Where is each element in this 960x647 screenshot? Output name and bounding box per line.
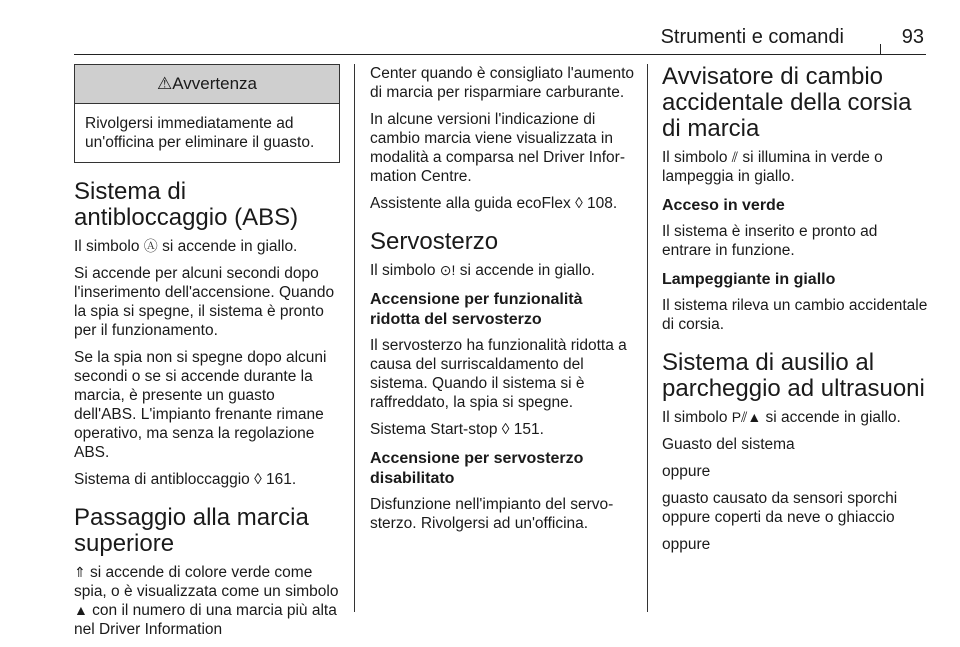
abs-symbol-paragraph: Il simbolo Ⓐ si accende in giallo. [74,238,298,255]
abs-paragraph: Se la spia non si spegne dopo alcuni secondi o se si accende durante la marcia, è presente un guasto dell'ABS. L'impianto frenante rimane operativo, ma senza la regolazione ABS. [74,349,327,461]
parking-assist-title: Sistema di ausilio al parcheggio ad ultrasuoni [662,349,925,402]
parking-symbol-paragraph: Il simbolo P⫽▲ si accende in giallo. [662,409,901,426]
reference-icon: ◊ [575,195,583,212]
steering-symbol-paragraph: Il simbolo ⊙! si accende in giallo. [370,262,595,279]
warning-header [75,65,339,104]
column-3 [662,64,928,562]
abs-reference: Sistema di antibloccaggio ◊ 161. [74,471,297,488]
lane-departure-title: Avvisatore di cambio accidentale della corsia di marcia [662,63,912,142]
green-on-subtitle: Acceso in verde [662,197,785,214]
header-title: Strumenti e comandi [660,26,844,48]
parking-paragraph: Guasto del sistema [662,436,795,453]
start-stop-reference: Sistema Start-stop ◊ 151. [370,421,544,438]
column-divider-1 [354,64,355,612]
ecoflex-reference: Assistente alla guida ecoFlex ◊ 108. [370,195,618,212]
yellow-blink-paragraph: Il sistema rileva un cambio accidentale di corsia. [662,297,928,333]
warning-title: Avvertenza [172,74,257,93]
warning-text: Rivolgersi immediatamente ad un'officina per eliminare il guasto. [85,115,315,151]
reference-icon: ◊ [501,421,510,438]
reduced-steering-subtitle: Accensione per funzionalità ridotta del servosterzo [370,291,583,328]
parking-paragraph: oppure [662,536,711,553]
gear-shift-title: Passaggio alla marcia superiore [74,504,309,557]
header-divider [880,44,881,54]
page-header [0,24,960,54]
green-on-paragraph: Il sistema è inserito e pronto ad entrare in funzione. [662,223,878,259]
parking-icon: P⫽▲ [731,409,762,425]
steering-title: Servosterzo [370,228,499,255]
warning-icon: ⚠ [157,74,173,93]
warning-box [74,64,340,163]
column-1 [74,64,340,647]
gear-shift-paragraph: In alcune versioni l'indicazione di cambio marcia viene visualizzata in modalità a comparsa nel Driver Information Centre. [370,111,625,185]
reference-icon: ◊ [254,471,262,488]
lane-symbol-paragraph: Il simbolo ⫽ si illumina in verde o lampeggia in giallo. [662,149,883,185]
parking-paragraph: oppure [662,463,711,480]
disabled-steering-subtitle: Accensione per servosterzo disabilitato [370,450,584,487]
abs-paragraph: Si accende per alcuni secondi dopo l'inserimento dell'accensione. Quando la spia si spegne, il sistema è pronto per il funzionamento. [74,265,335,339]
gear-shift-continued: Center quando è consigliato l'aumento di marcia per risparmiare carburante. [370,65,635,101]
abs-title: Sistema di antibloccaggio (ABS) [74,178,299,231]
arrow-up-icon: ▲ [74,602,88,618]
column-2 [370,64,636,541]
reduced-steering-paragraph: Il servosterzo ha funzionalità ridotta a causa del surriscaldamento del sistema. Quando il sistema si è raffreddato, la spia si spegne. [370,337,627,411]
disabled-steering-paragraph: Disfunzione nell'impianto del servosterzo. Rivolgersi ad un'officina. [370,496,614,532]
yellow-blink-subtitle: Lampeggiante in giallo [662,271,836,288]
abs-icon: Ⓐ [143,238,158,254]
lane-icon: ⫽ [731,149,739,165]
header-rule [74,54,926,55]
parking-paragraph: guasto causato da sensori sporchi oppure coperti da neve o ghiaccio [662,490,898,526]
shift-up-icon: ⇑ [74,564,86,580]
column-divider-2 [647,64,648,612]
steering-icon: ⊙! [439,262,456,278]
gear-shift-paragraph: ⇑ si accende di colore verde come spia, o è visualizzata come un simbolo ▲ con il numero di una marcia più alta nel Driver Information [74,564,339,638]
page-number: 93 [901,26,924,48]
